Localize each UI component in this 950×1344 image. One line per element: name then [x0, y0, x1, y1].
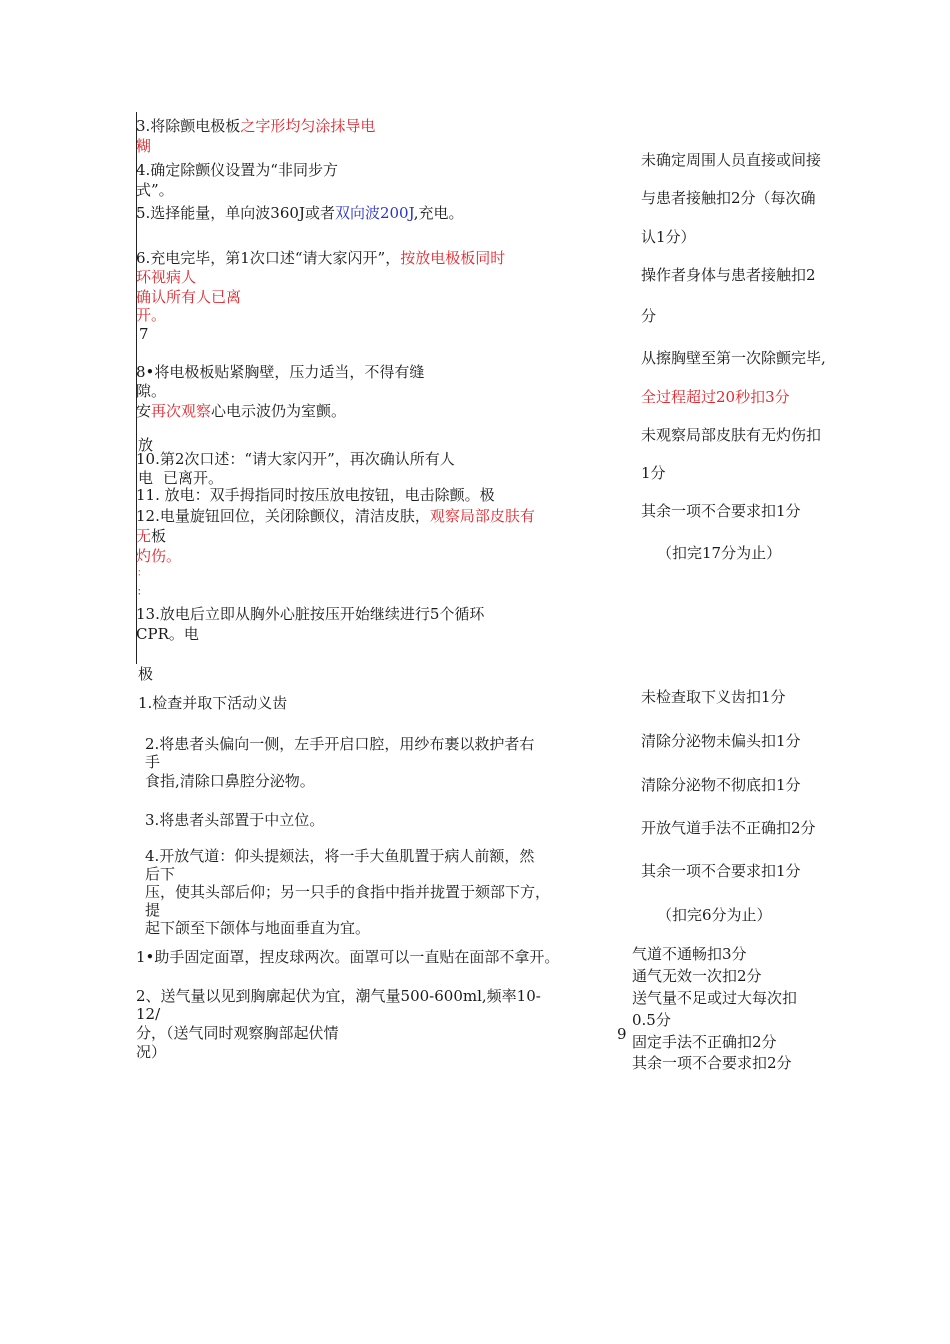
step-5 — [136, 203, 464, 223]
defib-deduction-9: 1分 — [641, 464, 666, 482]
step-8-cont: 隙。 — [136, 382, 167, 400]
airway-step-4-cont-2: 压，使其头部后仰；另一只手的食指中指并拢置于颏部下方， — [145, 883, 551, 901]
defib-deduction-10: 其余一项不合要求扣1分 — [641, 502, 801, 520]
vent-deduction-2: 通气无效一次扣2分 — [632, 967, 762, 985]
margin-char-dian: 电 — [138, 469, 154, 487]
step-9-prefix: 安 — [136, 402, 152, 420]
airway-step-4-cont-4: 起下颌至下颌体与地面垂直为宜。 — [145, 919, 371, 937]
step-12 — [136, 506, 535, 526]
airway-step-2-cont: 手 — [145, 753, 161, 771]
airway-deduction-total: （扣完6分为止） — [657, 906, 772, 924]
step-9-text: 心电示波仍为室颤。 — [211, 402, 347, 420]
airway-deduction-3: 清除分泌物不彻底扣1分 — [641, 776, 801, 794]
step-12-cont — [136, 526, 166, 546]
vent-deduction-1: 气道不通畅扣3分 — [632, 945, 747, 963]
defib-deduction-3: 认1分） — [641, 228, 696, 246]
airway-step-4-cont-3: 提 — [145, 901, 161, 919]
step-13: 13.放电后立即从胸外心脏按压开始继续进行5个循环 — [136, 605, 485, 623]
step-5-text: 5.选择能量，单向波360J或者 — [136, 204, 335, 222]
step-9-highlight: 再次观察 — [151, 402, 212, 420]
vent-deduction-3: 送气量不足或过大每次扣 — [632, 989, 798, 1007]
margin-mark-2: ： — [137, 587, 147, 598]
step-7-number: 7 — [139, 325, 149, 343]
airway-step-2-cont-2: 食指,清除口鼻腔分泌物。 — [145, 772, 315, 790]
step-12-highlight-2: 无 — [136, 527, 152, 545]
step-5-tail: ,充电。 — [413, 204, 464, 222]
defib-deduction-6: 从擦胸壁至第一次除颤完毕, — [641, 349, 826, 367]
airway-step-1: 1.检查并取下活动义齿 — [138, 694, 288, 712]
vent-step-2-cont: 12/ — [136, 1005, 161, 1023]
vent-step-2-cont-3: 况） — [136, 1043, 167, 1061]
step-12-text: 12.电量旋钮回位，关闭除颤仪，清洁皮肤， — [136, 507, 430, 525]
defib-deduction-7: 全过程超过20秒扣3分 — [641, 388, 790, 406]
step-4: 4.确定除颤仪设置为“非同步方 — [136, 161, 338, 179]
airway-deduction-5: 其余一项不合要求扣1分 — [641, 862, 801, 880]
vent-step-1: 1•助手固定面罩，捏皮球两次。面罩可以一直贴在面部不拿开。 — [136, 948, 560, 966]
defib-deduction-1: 未确定周围人员直接或间接 — [641, 151, 822, 169]
step-12-highlight: 观察局部皮肤有 — [429, 507, 535, 525]
step-3-cont: 糊 — [136, 137, 152, 155]
step-12-margin-char: 板 — [151, 527, 167, 545]
defib-deduction-5: 分 — [641, 307, 657, 325]
airway-step-4: 4.开放气道：仰头提颏法，将一手大鱼肌置于病人前额，然 — [145, 847, 535, 865]
airway-step-4-cont: 后下 — [145, 865, 176, 883]
vent-step-2-cont-2: 分，（送气同时观察胸部起伏情 — [136, 1024, 339, 1042]
airway-deduction-2: 清除分泌物未偏头扣1分 — [641, 732, 801, 750]
step-4-cont: 式”。 — [136, 181, 174, 199]
vent-deduction-6: 其余一项不合要求扣2分 — [632, 1054, 792, 1072]
airway-step-3: 3.将患者头部置于中立位。 — [145, 811, 325, 829]
step-5-highlight: 双向波200J — [334, 204, 414, 222]
step-10: 10.第2次口述：“请大家闪开”，再次确认所有人 — [136, 450, 455, 468]
vent-step-2: 2、送气量以见到胸廓起伏为宜，潮气量500-600ml,频率10- — [136, 987, 541, 1005]
vent-deduction-5: 固定手法不正确扣2分 — [632, 1033, 777, 1051]
defib-deduction-2: 与患者接触扣2分（每次确 — [641, 189, 816, 207]
margin-char-ji: 极 — [138, 665, 154, 683]
margin-char-fang: 放 — [138, 436, 154, 454]
step-12-cont-2: 灼伤。 — [136, 547, 182, 565]
airway-deduction-1: 未检查取下义齿扣1分 — [641, 688, 786, 706]
step-3-highlight: 之字形均匀涂抹导电 — [240, 117, 376, 135]
step-3 — [136, 116, 375, 136]
step-3-text: 3.将除颤电极板 — [136, 117, 241, 135]
step-6 — [136, 248, 505, 268]
vent-score: 9 — [617, 1025, 627, 1043]
step-9 — [136, 401, 346, 421]
step-6-cont-2: 确认所有人已离 — [136, 288, 242, 306]
step-13-cont: CPR。电 — [136, 625, 199, 643]
step-6-highlight: 按放电极板同时 — [400, 249, 506, 267]
margin-mark-1: ： — [137, 568, 147, 579]
step-10-cont: 已离开。 — [163, 469, 224, 487]
defib-deduction-total: （扣完17分为止） — [657, 544, 782, 562]
defib-deduction-8: 未观察局部皮肤有无灼伤扣 — [641, 426, 822, 444]
step-8: 8•将电极板贴紧胸壁，压力适当，不得有缝 — [136, 363, 425, 381]
step-6-text: 6.充电完毕，第1次口述“请大家闪开”， — [136, 249, 401, 267]
vent-deduction-4: 0.5分 — [632, 1011, 671, 1029]
airway-deduction-4: 开放气道手法不正确扣2分 — [641, 819, 816, 837]
step-6-cont-1: 环视病人 — [136, 268, 197, 286]
step-11: 11. 放电：双手拇指同时按压放电按钮，电击除颤。极 — [136, 486, 495, 504]
step-6-cont-3: 开。 — [136, 306, 167, 324]
defib-deduction-4: 操作者身体与患者接触扣2 — [641, 266, 816, 284]
airway-step-2: 2.将患者头偏向一侧，左手开启口腔，用纱布裹以救护者右 — [145, 735, 535, 753]
